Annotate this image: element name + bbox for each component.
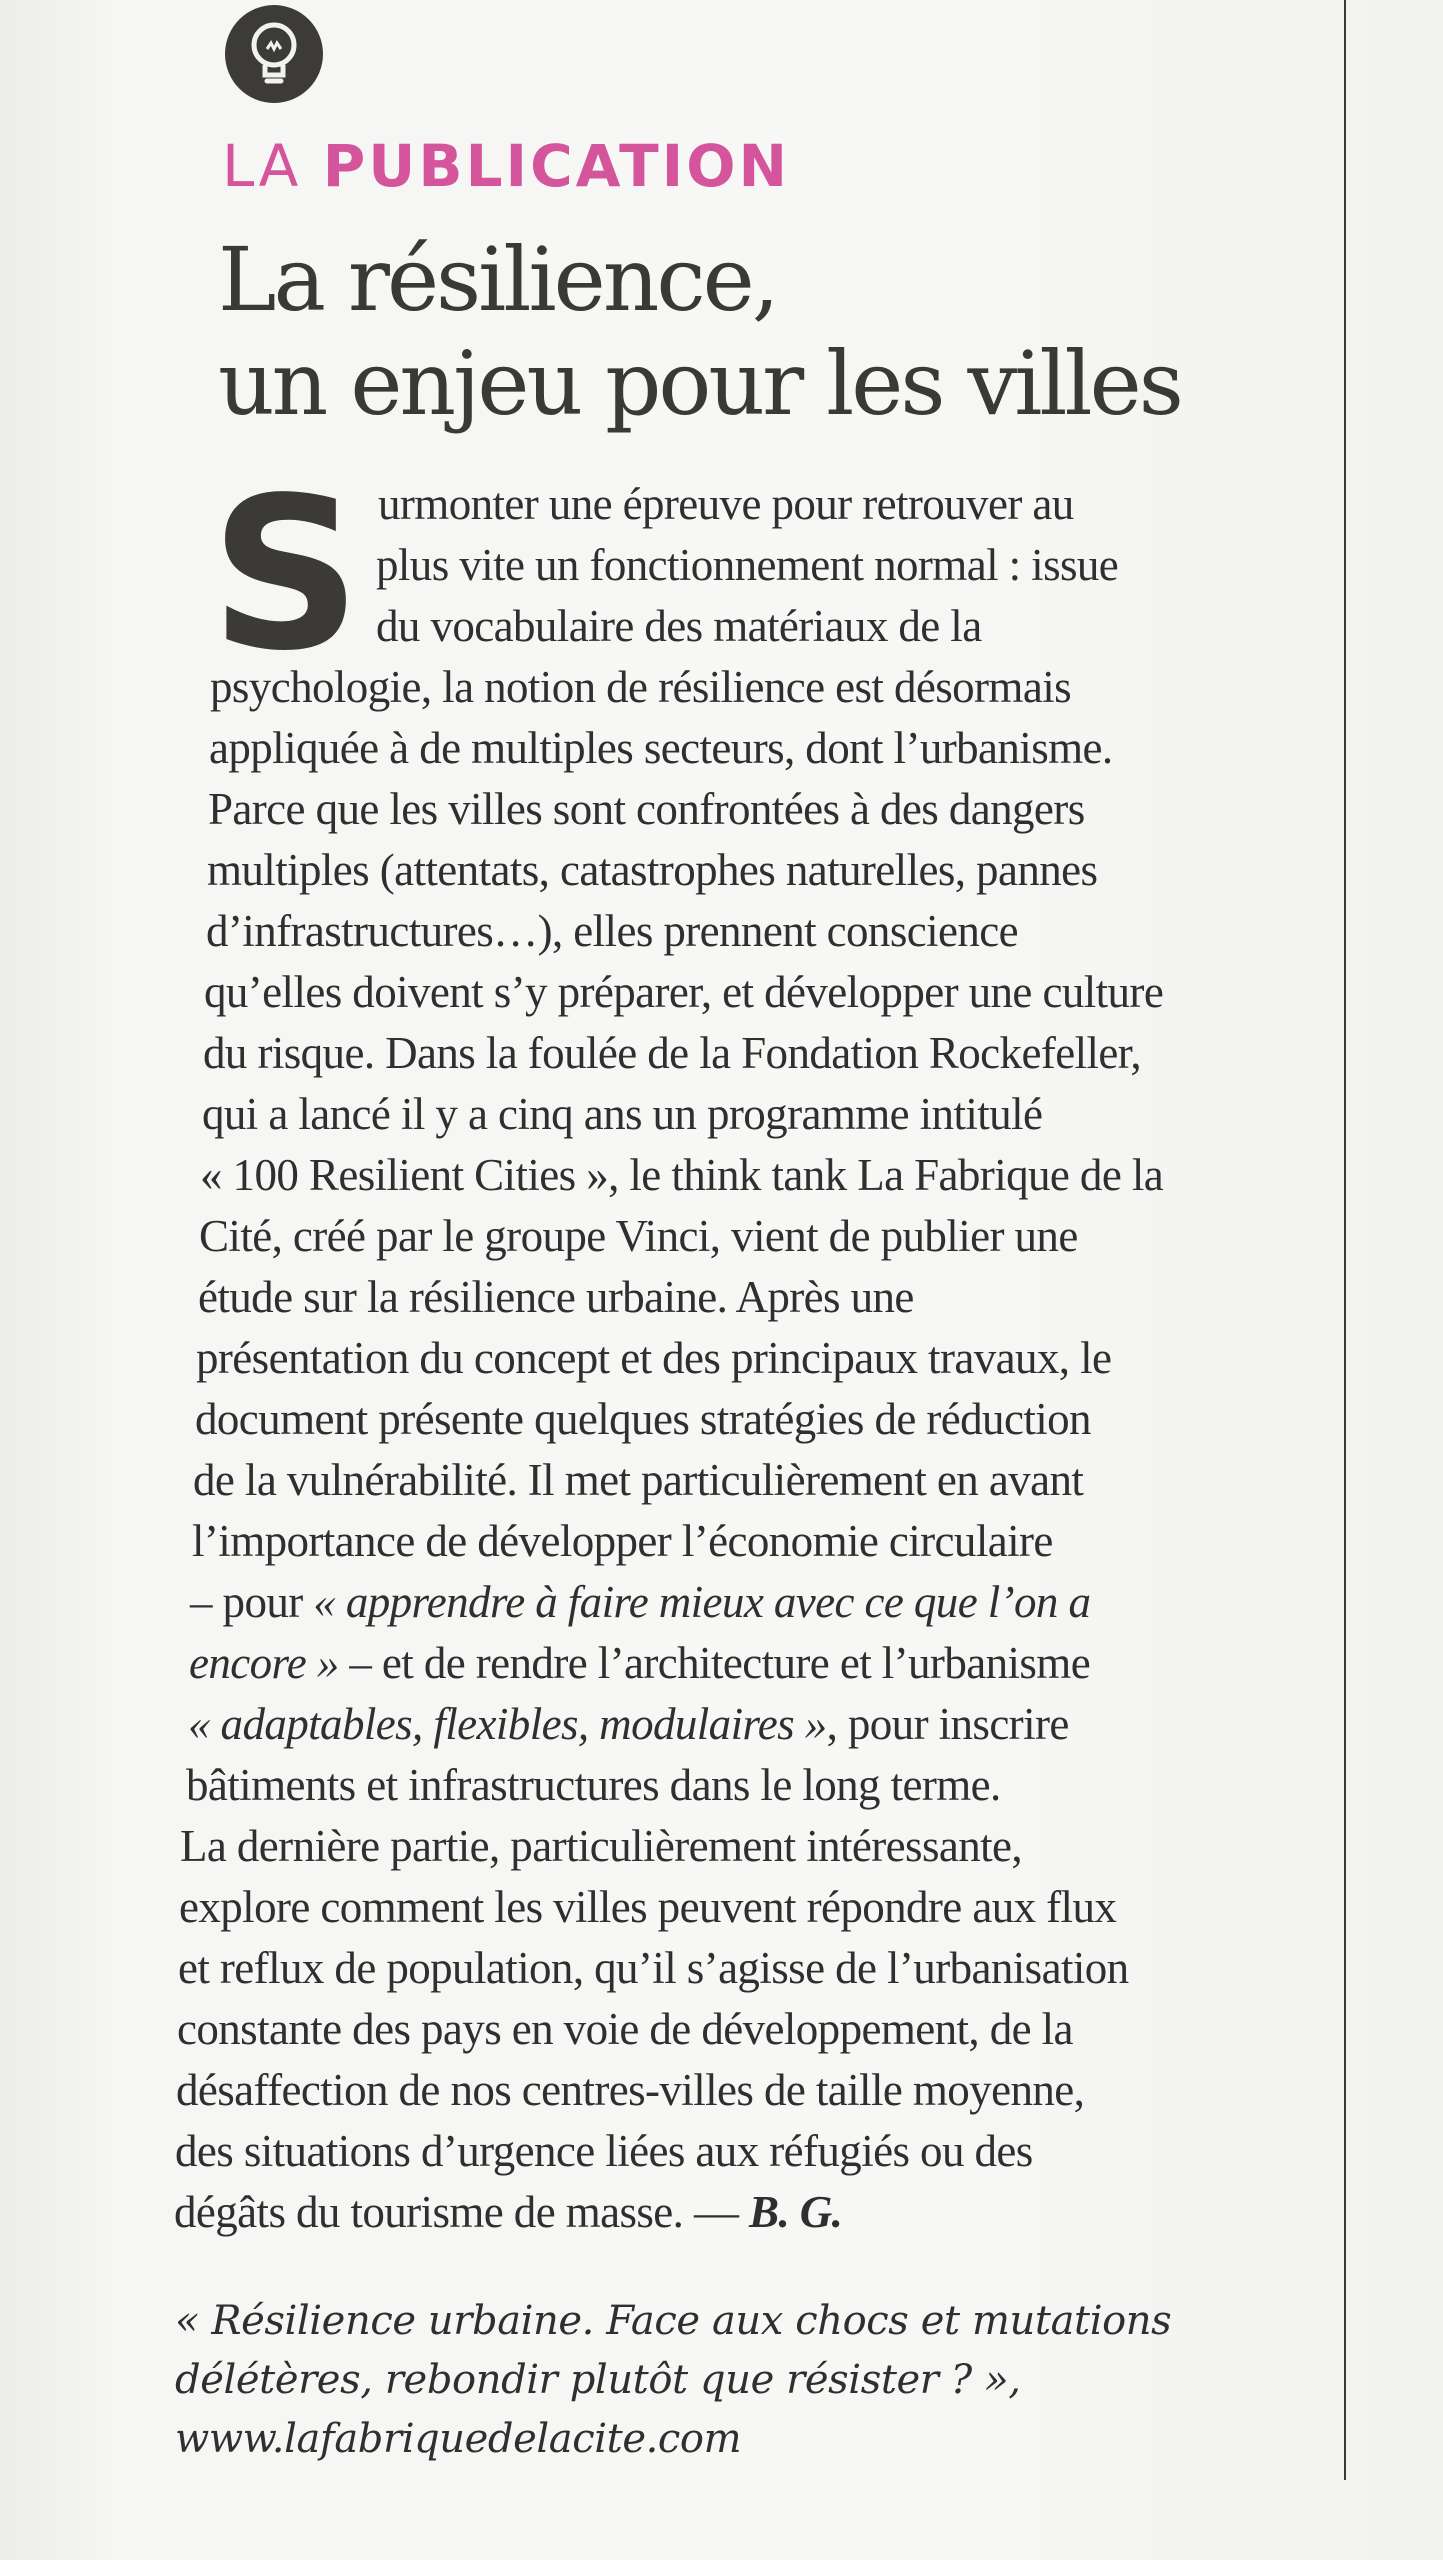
kicker-light: LA <box>222 132 302 200</box>
body-line: La dernière partie, particulièrement intéressante, <box>180 1821 1023 1871</box>
body-line: document présente quelques stratégies de réduction <box>195 1394 1091 1444</box>
body-text-run: – et de rendre l’architecture et l’urbanisme <box>338 1638 1091 1688</box>
body-line: constante des pays en voie de développement, de la <box>177 2004 1073 2054</box>
kicker-bold: PUBLICATION <box>322 132 791 200</box>
body-line: qu’elles doivent s’y préparer, et développer une culture <box>204 967 1164 1017</box>
drop-cap: S <box>210 452 362 697</box>
body-line: des situations d’urgence liées aux réfugiés ou des <box>175 2126 1033 2176</box>
column-rule <box>1344 0 1346 2480</box>
body-line: urmonter une épreuve pour retrouver au <box>378 479 1074 529</box>
body-line: étude sur la résilience urbaine. Après une <box>198 1272 914 1322</box>
body-line <box>189 1637 1090 1689</box>
author-signature: B. G. <box>749 2187 843 2237</box>
quote-italic: encore » <box>189 1638 339 1688</box>
body-line: psychologie, la notion de résilience est désormais <box>210 662 1072 712</box>
body-line: explore comment les villes peuvent répondre aux flux <box>179 1882 1117 1932</box>
section-kicker <box>222 132 790 200</box>
publication-reference <box>175 2292 1171 2469</box>
quote-italic: « apprendre à faire mieux avec ce que l’on a <box>313 1577 1091 1627</box>
body-line: appliquée à de multiples secteurs, dont l’urbanisme. <box>209 723 1113 773</box>
body-line: l’importance de développer l’économie circulaire <box>192 1516 1053 1566</box>
body-line: du vocabulaire des matériaux de la <box>376 601 982 651</box>
body-line: bâtiments et infrastructures dans le long terme. <box>186 1760 1001 1810</box>
article-headline <box>218 228 1318 436</box>
body-line: Parce que les villes sont confrontées à des dangers <box>208 784 1085 834</box>
reference-url: www.lafabriquedelacite.com <box>175 2416 742 2462</box>
body-line: qui a lancé il y a cinq ans un programme intitulé <box>202 1089 1043 1139</box>
reference-title-line-2: délétères, rebondir plutôt que résister ? », <box>175 2357 1021 2403</box>
headline-line-2: un enjeu pour les villes <box>218 332 1181 435</box>
headline-line-1: La résilience, <box>218 228 777 331</box>
body-line: d’infrastructures…), elles prennent conscience <box>206 906 1019 956</box>
body-line <box>188 1698 1069 1750</box>
body-line: présentation du concept et des principaux travaux, le <box>196 1333 1112 1383</box>
body-line: « 100 Resilient Cities », le think tank La Fabrique de la <box>200 1150 1164 1200</box>
body-text-run: – pour <box>190 1577 314 1627</box>
body-text-run: , pour inscrire <box>826 1699 1069 1749</box>
body-line: Cité, créé par le groupe Vinci, vient de publier une <box>199 1211 1078 1261</box>
body-line <box>174 2186 842 2238</box>
body-line: multiples (attentats, catastrophes naturelles, pannes <box>207 845 1098 895</box>
body-line: désaffection de nos centres-villes de taille moyenne, <box>176 2065 1085 2115</box>
body-line: du risque. Dans la foulée de la Fondation Rockefeller, <box>203 1028 1142 1078</box>
quote-italic: « adaptables, flexibles, modulaires » <box>188 1699 827 1749</box>
body-text-run: dégâts du tourisme de masse. — <box>174 2187 750 2237</box>
lightbulb-icon <box>225 5 323 103</box>
body-line: plus vite un fonctionnement normal : issue <box>376 540 1119 590</box>
body-line <box>190 1576 1090 1628</box>
reference-title-line-1: « Résilience urbaine. Face aux chocs et mutations <box>175 2298 1172 2344</box>
body-line: de la vulnérabilité. Il met particulièrement en avant <box>193 1455 1084 1505</box>
body-line: et reflux de population, qu’il s’agisse de l’urbanisation <box>178 1943 1129 1993</box>
